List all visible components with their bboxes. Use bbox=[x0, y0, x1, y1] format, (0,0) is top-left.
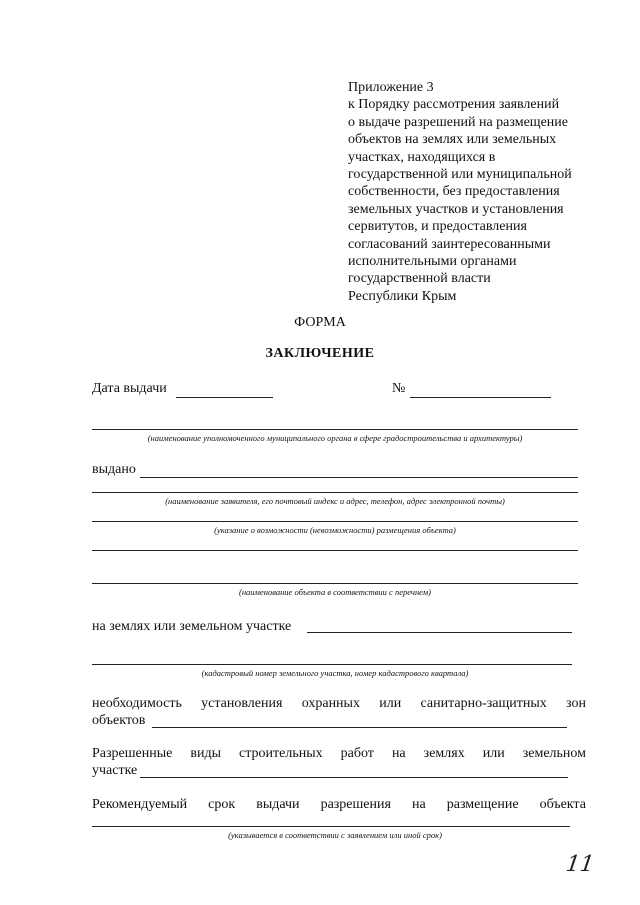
works-word: строительных bbox=[239, 746, 323, 761]
cadastral-field[interactable] bbox=[92, 664, 572, 665]
term-text-line bbox=[92, 797, 586, 813]
works-plot-label: участке bbox=[92, 763, 138, 778]
appendix-line: о выдаче разрешений на размещение bbox=[348, 114, 568, 130]
document-title: ЗАКЛЮЧЕНИЕ bbox=[265, 346, 375, 361]
zones-word: охранных bbox=[301, 696, 360, 711]
appendix-line: государственной власти bbox=[348, 271, 491, 287]
works-word: Разрешенные bbox=[92, 746, 173, 761]
works-word: виды bbox=[190, 746, 221, 761]
issue-date-field[interactable] bbox=[176, 397, 273, 398]
term-word: срок bbox=[208, 797, 236, 812]
possibility-field-2[interactable] bbox=[92, 550, 578, 551]
issued-label: выдано bbox=[92, 462, 136, 477]
term-word: размещение bbox=[446, 797, 519, 812]
appendix-header bbox=[348, 79, 598, 305]
authority-caption: (наименование уполномоченного муниципального органа в сфере градостроительства и архитектуры) bbox=[147, 433, 523, 443]
term-field[interactable] bbox=[92, 826, 570, 827]
possibility-field[interactable] bbox=[92, 521, 578, 522]
object-caption: (наименование объекта в соответствии с перечнем) bbox=[239, 587, 431, 597]
works-word: на bbox=[391, 746, 406, 761]
page-number: 11 bbox=[564, 852, 596, 877]
term-word: разрешения bbox=[320, 797, 391, 812]
number-label: № bbox=[392, 381, 406, 396]
zones-text-line bbox=[92, 696, 586, 712]
authority-field[interactable] bbox=[92, 429, 578, 430]
applicant-field[interactable] bbox=[92, 492, 578, 493]
appendix-line: сервитутов, и предоставления bbox=[348, 219, 527, 235]
zones-word: установления bbox=[201, 696, 283, 711]
term-word: объекта bbox=[539, 797, 586, 812]
appendix-line: государственной или муниципальной bbox=[348, 167, 572, 183]
works-word: земельном bbox=[522, 746, 586, 761]
forma-label: ФОРМА bbox=[294, 315, 346, 330]
lands-field[interactable] bbox=[307, 632, 572, 633]
cadastral-caption: (кадастровый номер земельного участка, номер кадастрового квартала) bbox=[201, 668, 469, 678]
zones-word: или bbox=[379, 696, 402, 711]
term-caption: (указывается в соответствии с заявлением или иной срок) bbox=[228, 830, 442, 840]
applicant-caption: (наименование заявителя, его почтовый индекс и адрес, телефон, адрес электронной почты) bbox=[165, 496, 505, 506]
number-field[interactable] bbox=[410, 397, 551, 398]
appendix-line: собственности, без предоставления bbox=[348, 184, 560, 200]
term-word: Рекомендуемый bbox=[92, 797, 188, 812]
appendix-line: к Порядку рассмотрения заявлений bbox=[348, 97, 560, 113]
works-field[interactable] bbox=[140, 777, 568, 778]
zones-field[interactable] bbox=[152, 727, 567, 728]
zones-objects-label: объектов bbox=[92, 713, 146, 728]
term-word: на bbox=[411, 797, 426, 812]
works-word: землях bbox=[423, 746, 465, 761]
issue-date-label: Дата выдачи bbox=[92, 381, 167, 396]
lands-label: на землях или земельном участке bbox=[92, 619, 292, 634]
object-field[interactable] bbox=[92, 583, 578, 584]
appendix-line: Приложение 3 bbox=[348, 80, 434, 95]
works-text-line bbox=[92, 746, 586, 762]
appendix-line: исполнительными органами bbox=[348, 254, 517, 270]
term-word: выдачи bbox=[256, 797, 300, 812]
appendix-line: участках, находящихся в bbox=[348, 149, 496, 165]
issued-field[interactable] bbox=[140, 477, 578, 478]
possibility-caption: (указание о возможности (невозможности) размещения объекта) bbox=[214, 525, 456, 535]
works-word: или bbox=[482, 746, 505, 761]
appendix-line: Республики Крым bbox=[348, 288, 457, 304]
zones-word: зон bbox=[566, 696, 586, 711]
appendix-line: земельных участков и установления bbox=[348, 201, 564, 217]
works-word: работ bbox=[340, 746, 374, 761]
appendix-line: согласований заинтересованными bbox=[348, 236, 551, 252]
zones-word: необходимость bbox=[92, 696, 182, 711]
appendix-line: объектов на землях или земельных bbox=[348, 132, 557, 148]
zones-word: санитарно-защитных bbox=[420, 696, 547, 711]
